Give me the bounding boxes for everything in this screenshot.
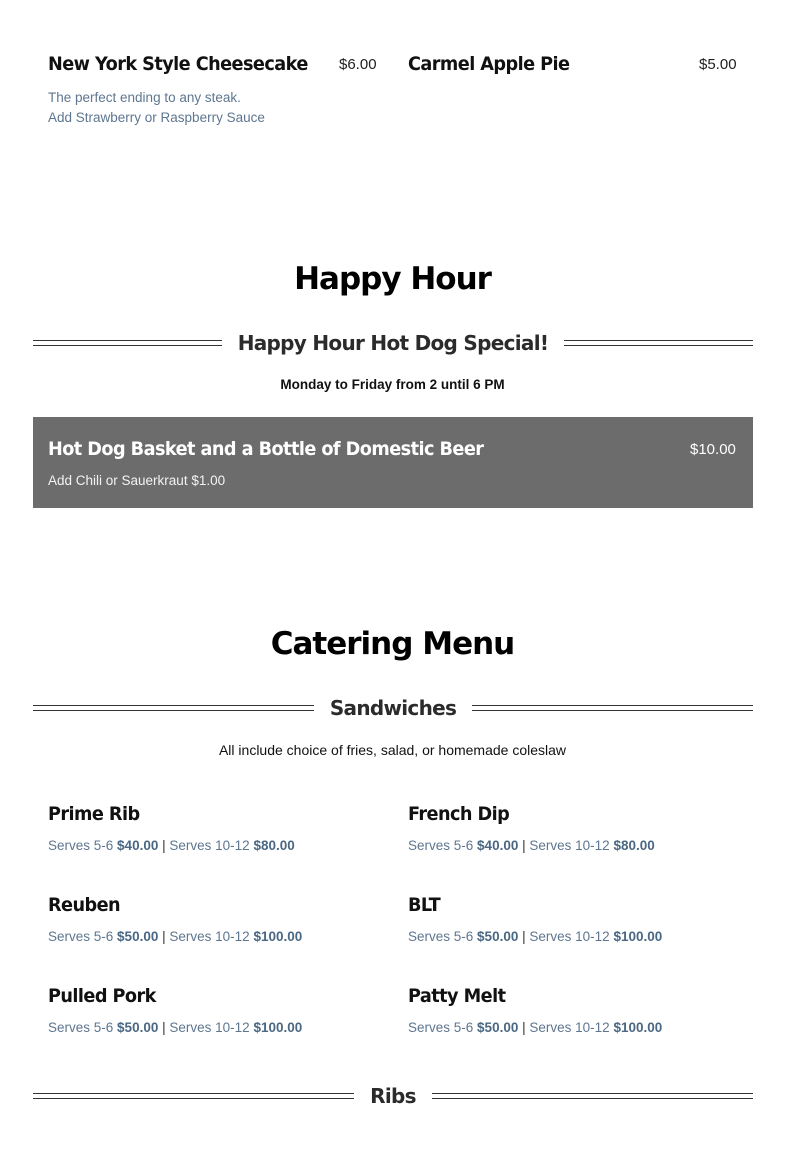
sandwiches-subheading [33,693,753,723]
serves-large-label: Serves 10-12 [169,929,250,944]
catering-title: Catering Menu [270,626,515,662]
special-description: Add Chili or Sauerkraut $1.00 [48,473,226,488]
catering-item-pricing [48,838,295,853]
divider-line [432,1093,753,1099]
divider-line [33,1093,354,1099]
sandwiches-heading: Sandwiches [329,696,457,720]
price-separator: | [522,929,526,944]
large-price: $80.00 [613,838,655,853]
small-price: $50.00 [117,929,159,944]
divider-line [33,705,314,711]
catering-item-name: BLT [408,894,441,916]
serves-large-label: Serves 10-12 [169,838,250,853]
special-price: $10.00 [690,441,736,458]
large-price: $80.00 [253,838,295,853]
price-separator: | [522,1020,526,1035]
small-price: $40.00 [477,838,519,853]
catering-item-pricing [408,929,662,944]
divider-line [564,340,753,346]
ribs-heading: Ribs [370,1084,416,1108]
catering-item-name: Pulled Pork [48,985,156,1007]
serves-small-label: Serves 5-6 [408,929,474,944]
serves-large-label: Serves 10-12 [529,1020,610,1035]
divider-line [472,705,753,711]
catering-item-name: Reuben [48,894,121,916]
happy-hour-schedule: Monday to Friday from 2 until 6 PM [280,377,505,392]
catering-item-name: Patty Melt [408,985,506,1007]
serves-small-label: Serves 5-6 [408,1020,474,1035]
price-separator: | [522,838,526,853]
dessert-price: $6.00 [339,56,377,73]
divider-line [33,340,222,346]
large-price: $100.00 [613,1020,663,1035]
happy-hour-title: Happy Hour [294,261,491,297]
happy-hour-subheading [33,328,753,358]
happy-hour-subtitle: Happy Hour Hot Dog Special! [237,331,549,355]
large-price: $100.00 [253,1020,303,1035]
catering-item-pricing [48,1020,302,1035]
price-separator: | [162,929,166,944]
catering-item-pricing [408,838,655,853]
special-name: Hot Dog Basket and a Bottle of Domestic Beer [48,438,484,460]
dessert-description-line: Add Strawberry or Raspberry Sauce [48,110,265,125]
serves-large-label: Serves 10-12 [169,1020,250,1035]
catering-item-name: French Dip [408,803,510,825]
catering-item-pricing [408,1020,662,1035]
price-separator: | [162,1020,166,1035]
serves-small-label: Serves 5-6 [48,838,114,853]
dessert-name: Carmel Apple Pie [408,53,570,75]
catering-item-name: Prime Rib [48,803,140,825]
price-separator: | [162,838,166,853]
small-price: $50.00 [117,1020,159,1035]
dessert-description-line: The perfect ending to any steak. [48,90,241,105]
serves-small-label: Serves 5-6 [48,929,114,944]
large-price: $100.00 [253,929,303,944]
sandwiches-note: All include choice of fries, salad, or homemade coleslaw [218,742,567,758]
large-price: $100.00 [613,929,663,944]
serves-small-label: Serves 5-6 [48,1020,114,1035]
small-price: $50.00 [477,1020,519,1035]
special-highlight-box [33,417,753,508]
small-price: $50.00 [477,929,519,944]
serves-large-label: Serves 10-12 [529,929,610,944]
dessert-name: New York Style Cheesecake [48,53,308,75]
serves-large-label: Serves 10-12 [529,838,610,853]
dessert-price: $5.00 [699,56,737,73]
catering-item-pricing [48,929,302,944]
serves-small-label: Serves 5-6 [408,838,474,853]
ribs-subheading [33,1081,753,1111]
dessert-description [48,88,265,128]
small-price: $40.00 [117,838,159,853]
